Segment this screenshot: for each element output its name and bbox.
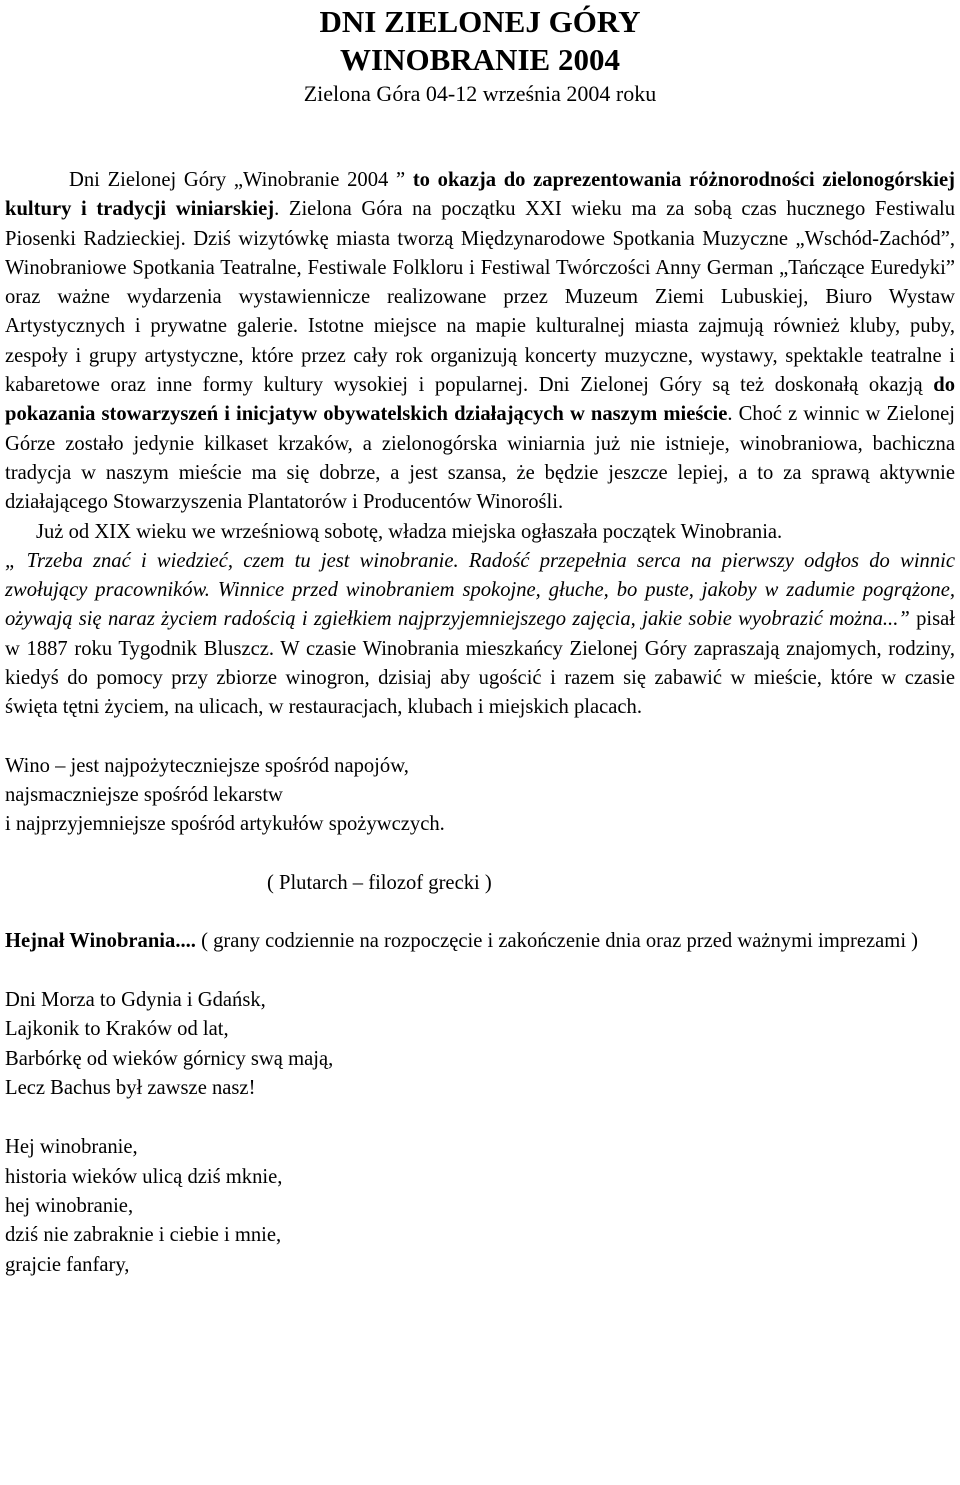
verse-line: Barbórkę od wieków górnicy swą mają, [5,1047,334,1070]
verse-line: Hej winobranie, [5,1136,138,1159]
verse-line: grajcie fanfary, [5,1253,130,1276]
document-page [5,0,955,1280]
bluszcz-paragraph [5,547,955,723]
verse-line: Dni Morza to Gdynia i Gdańsk, [5,989,266,1012]
quote-author: ( Plutarch – filozof grecki ) [267,871,492,894]
history-paragraph: Już od XIX wieku we wrześniową sobotę, władza miejska ogłaszała początek Winobrania. [36,520,783,543]
verse-line: Lajkonik to Kraków od lat, [5,1018,229,1041]
intro-bold-2: do pokazania stowarzyszeń i inicjatyw obywatelskich działających w naszym mieście [5,374,955,426]
intro-paragraph [5,166,955,518]
hejnal-note: ( grany codziennie na rozpoczęcie i zakończenie dnia oraz przed ważnymi imprezami ) [195,929,919,952]
document-subtitle: Zielona Góra 04-12 września 2004 roku [303,81,657,106]
verse-line: Lecz Bachus był zawsze nasz! [5,1077,256,1100]
wine-quote-line: najsmaczniejsze spośród lekarstw [5,783,283,806]
verse-line: dziś nie zabraknie i ciebie i mnie, [5,1224,282,1247]
wine-quote [5,752,955,840]
hejnal-paragraph [5,927,955,956]
intro-sentence-1: Dni Zielonej Góry „Winobranie 2004 ” [69,169,413,191]
verse-1 [5,986,955,1103]
wine-quote-line: i najprzyjemniejsze spośród artykułów spożywczych. [5,813,445,836]
verse-2 [5,1133,955,1279]
document-title-line-1: DNI ZIELONEJ GÓRY [319,4,641,39]
hejnal-title: Hejnał Winobrania.... [5,929,196,952]
document-title-line-2: WINOBRANIE 2004 [340,42,620,77]
bluszcz-text: pisał w 1887 roku Tygodnik Bluszcz. W czasie Winobrania mieszkańcy Zielonej Góry zapraszają znajomych, rodziny, kiedyś do pomocy przy zbiorze winogron, dzisiaj aby ugościć i razem się zabawić w mieście, które w czasie święta tętni życiem, na ulicach, w restauracjach, klubach i miejskich placach. [5,608,955,719]
bluszcz-quote: „ Trzeba znać i wiedzieć, czem tu jest winobranie. Radość przepełnia serca na pierwszy odgłos do winnic zwołujący pracowników. Winnice przed winobraniem spokojne, głuche, bo puste, jakoby w zadumie pogrążone, ożywają się naraz życiem radością i zgiełkiem najprzyjemniejszego zajęcia, jakie sobie wyobrazić można...” [5,549,955,631]
verse-line: historia wieków ulicą dziś mknie, [5,1165,283,1188]
intro-text-3: . Choć z winnic w Zielonej Górze zostało jedynie kilkaset krzaków, a zielonogórska winiarnia już nie istnieje, winobraniowa, bachiczna tradycja w naszym mieście ma się dobrze, a jest szansa, że będzie jeszcze lepiej, a to za sprawą aktywnie działającego Stowarzyszenia Plantatorów i Producentów Winorośli. [5,403,955,514]
wine-quote-line: Wino – jest najpożyteczniejsze spośród napojów, [5,754,409,777]
intro-bold-1: to okazja do zaprezentowania różnorodności zielonogórskiej kultury i tradycji winiarskiej [5,169,956,221]
intro-text-2: . Zielona Góra na początku XXI wieku ma za sobą czas hucznego Festiwalu Piosenki Radzieckiej. Dziś wizytówkę miasta tworzą Międzynarodowe Spotkania Muzyczne „Wschód-Zachód”, Winobraniowe Spotkania Teatralne, Festiwale Folkloru i Festiwal Twórczości Anny German „Tańczące Euredyki” oraz ważne wydarzenia wystawiennicze realizowane przez Muzeum Ziemi Lubuskiej, Biuro Wystaw Artystycznych i prywatne galerie. Istotne miejsce na mapie kulturalnej miasta zajmują również kluby, puby, zespoły i grupy artystyczne, które przez cały rok organizują koncerty muzyczne, wystawy, spektakle teatralne i kabaretowe oraz inne formy kultury wysokiej i popularnej. Dni Zielonej Góry są też doskonałą okazją [5,198,956,397]
verse-line: hej winobranie, [5,1194,134,1217]
